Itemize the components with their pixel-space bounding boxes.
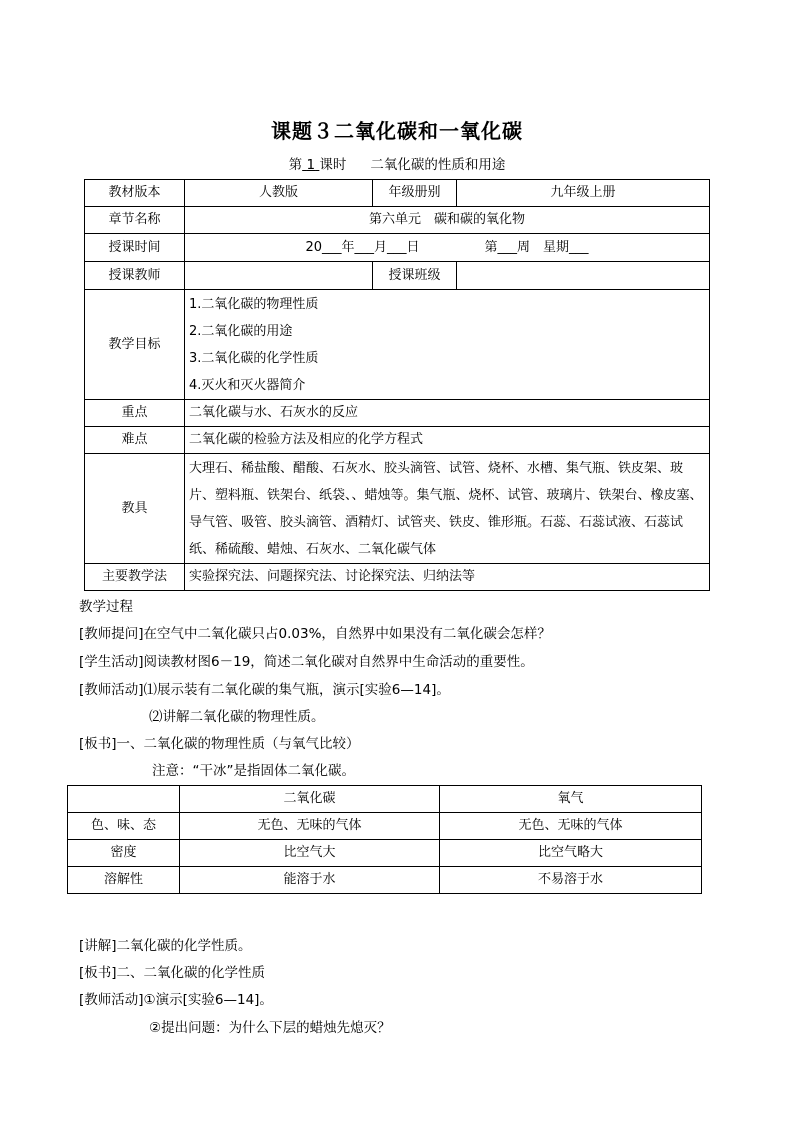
process-heading: 教学过程 (79, 599, 133, 615)
process-line: [教师提问]在空气中二氧化碳只占0.03%，自然界中如果没有二氧化碳会怎样？ (79, 626, 551, 642)
cell: 不易溶于水 (440, 867, 702, 894)
cell: 比空气略大 (440, 840, 702, 867)
tools-label: 教具 (85, 454, 185, 564)
goal-item: 2.二氧化碳的用途 (189, 323, 293, 339)
process-note: 注意：“干冰”是指固体二氧化碳。 (152, 763, 355, 779)
table-row (68, 867, 702, 894)
grade-label: 年级册别 (373, 180, 457, 207)
process-line: [学生活动]阅读教材图6－19，简述二氧化碳对自然界中生命活动的重要性。 (79, 654, 534, 670)
lesson-subtitle (0, 153, 794, 173)
methods-label: 主要教学法 (85, 564, 185, 591)
compare-header-blank (68, 786, 180, 813)
textbook-label: 教材版本 (85, 180, 185, 207)
row-label: 溶解性 (68, 867, 180, 894)
after-line: [板书]二、二氧化碳的化学性质 (79, 965, 266, 981)
cell: 能溶于水 (180, 867, 440, 894)
cell: 比空气大 (180, 840, 440, 867)
key-point-value: 二氧化碳与水、石灰水的反应 (185, 400, 710, 427)
class-label: 授课班级 (373, 262, 457, 290)
subtitle-prefix: 第 (288, 157, 303, 173)
lesson-info-table (84, 179, 710, 591)
time-value: 20___年___月___日 第___周 星期___ (185, 234, 710, 262)
subtitle-topic: 二氧化碳的性质和用途 (370, 157, 506, 173)
textbook-value: 人教版 (185, 180, 373, 207)
after-line: [教师活动]①演示[实验6—14]。 (79, 992, 273, 1008)
cell: 无色、无味的气体 (180, 813, 440, 840)
compare-header: 氧气 (440, 786, 702, 813)
goal-item: 1.二氧化碳的物理性质 (189, 296, 319, 312)
difficulty-value: 二氧化碳的检验方法及相应的化学方程式 (185, 427, 710, 454)
row-label: 密度 (68, 840, 180, 867)
process-line: ⑵讲解二氧化碳的物理性质。 (149, 709, 325, 725)
cell: 无色、无味的气体 (440, 813, 702, 840)
goals-label: 教学目标 (85, 290, 185, 400)
comparison-table (67, 785, 702, 894)
chapter-label: 章节名称 (85, 207, 185, 234)
process-line: [板书]一、二氧化碳的物理性质（与氧气比较） (79, 736, 360, 752)
teacher-label: 授课教师 (85, 262, 185, 290)
tools-value: 大理石、稀盐酸、醋酸、石灰水、胶头滴管、试管、烧杯、水槽、集气瓶、铁皮架、玻片、塑料瓶、铁架台、纸袋、、蜡烛等。集气瓶、烧杯、试管、玻璃片、铁架台、橡皮塞、导气管、吸管、胶头滴管、酒精灯、试管夹、铁皮、锥形瓶。石蕊、石蕊试液、石蕊试纸、稀硫酸、蜡烛、石灰水、二氧化碳气体 (185, 454, 710, 564)
compare-header: 二氧化碳 (180, 786, 440, 813)
page-title: 课题３二氧化碳和一氧化碳 (271, 119, 523, 143)
row-label: 色、味、态 (68, 813, 180, 840)
goal-item: 3.二氧化碳的化学性质 (189, 350, 319, 366)
after-line: ②提出问题：为什么下层的蜡烛先熄灭？ (149, 1020, 391, 1036)
process-line: [教师活动]⑴展示装有二氧化碳的集气瓶，演示[实验6—14]。 (79, 682, 450, 698)
after-line: [讲解]二氧化碳的化学性质。 (79, 938, 252, 954)
methods-value: 实验探究法、问题探究法、讨论探究法、归纳法等 (185, 564, 710, 591)
subtitle-suffix: 课时 (319, 157, 347, 173)
chapter-value: 第六单元 碳和碳的氧化物 (185, 207, 710, 234)
table-row (68, 840, 702, 867)
lesson-number: 1 (306, 157, 316, 173)
teacher-value (185, 262, 373, 290)
difficulty-label: 难点 (85, 427, 185, 454)
goal-item: 4.灭火和灭火器简介 (189, 377, 306, 393)
goals-list (185, 290, 710, 400)
table-row (68, 813, 702, 840)
key-point-label: 重点 (85, 400, 185, 427)
class-value (457, 262, 710, 290)
time-label: 授课时间 (85, 234, 185, 262)
grade-value: 九年级上册 (457, 180, 710, 207)
